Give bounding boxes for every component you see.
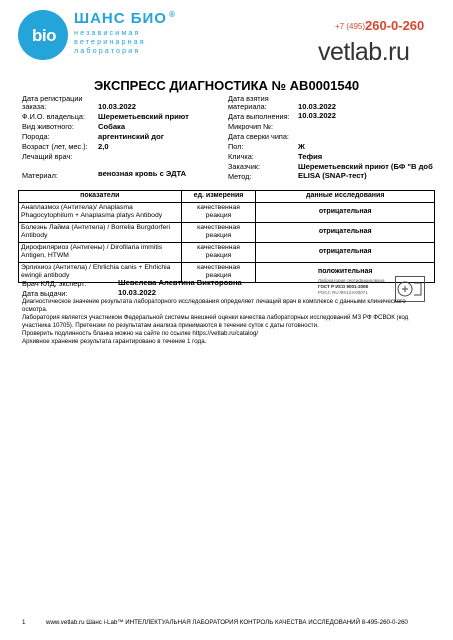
chip-date-label: Дата сверки чипа:: [228, 132, 289, 141]
logo-text: bio: [32, 26, 56, 45]
brand-line-2: ветеринарная: [74, 37, 146, 46]
phone-prefix: +7 (495): [335, 22, 366, 31]
species-value: Собака: [98, 122, 126, 131]
age-label: Возраст (лет, мес.):: [22, 142, 88, 151]
reg-label-1: Дата регистрации: [22, 94, 83, 103]
col-header-indicator: показатели: [19, 191, 182, 203]
doctor-label: Лечащий врач:: [22, 152, 73, 161]
site-url[interactable]: vetlab.ru: [318, 38, 410, 66]
done-label: Дата выполнения:: [228, 112, 290, 121]
brand-line-1: независимая: [74, 28, 141, 37]
nick-value: Тефия: [298, 152, 323, 161]
results-table: [18, 190, 435, 283]
note-3: Проверить подлинность бланка можно на сайте по ссылке https://vetlab.ru/catalog/: [22, 330, 259, 337]
cert-line-1: Лаборатория сертифицирована: [318, 278, 385, 283]
breed-value: аргентинский дог: [98, 132, 164, 141]
owner-value: Шереметьевский приют: [98, 112, 189, 121]
row-unit: качественная реакция: [181, 262, 256, 282]
row-indicator: Анаплазмоз (Антитела)/ Anaplasma Phagocytophilum + Anaplasma platys Antibody: [19, 202, 182, 222]
sex-label: Пол:: [228, 142, 244, 151]
row-indicator: Эрлихиоз (Антитела) / Ehrlichia canis + Ehrlichia ewingii antibody: [19, 262, 182, 282]
brand-name: ШАНС БИО ®: [74, 10, 176, 27]
row-result: отрицательная: [256, 202, 435, 222]
row-result: положительная: [256, 262, 435, 282]
customer-label: Заказчик:: [228, 162, 260, 171]
col-header-unit: ед. измерения: [181, 191, 256, 203]
sex-value: Ж: [298, 142, 305, 151]
row-unit: качественная реакция: [181, 242, 256, 262]
row-result: отрицательная: [256, 222, 435, 242]
issue-date-label: Дата выдачи:: [22, 289, 68, 298]
row-indicator: Болезнь Лайма (Антитела) / Borrelia Burgdorferi Antibody: [19, 222, 182, 242]
customer-value: Шереметьевский приют (БФ "В доб: [298, 162, 433, 171]
issue-date-value: 10.03.2022: [118, 288, 157, 297]
table-row: [19, 222, 435, 242]
chip-label: Микрочип №:: [228, 122, 274, 131]
page-title: ЭКСПРЕСС ДИАГНОСТИКА № АВ0001540: [93, 78, 360, 93]
method-label: Метод:: [228, 172, 252, 181]
note-4: Архивное хранение результата гарантировано в течение 1 года.: [22, 338, 207, 345]
table-row: [19, 242, 435, 262]
method-value: ELISA (SNAP-тест): [298, 171, 367, 180]
take-label-2: материала:: [228, 102, 267, 111]
owner-label: Ф.И.О. владельца:: [22, 112, 85, 121]
table-row: [19, 202, 435, 222]
row-unit: качественная реакция: [181, 202, 256, 222]
cert-line-2: ГОСТ Р ИСО 9001-2008: [318, 284, 369, 289]
col-header-result: данные исследования: [256, 191, 435, 203]
material-label: Материал:: [22, 171, 58, 180]
brand-line-3: лаборатория: [74, 46, 141, 55]
signature-label: Врач КЛД, эксперт:: [22, 279, 87, 288]
footer-text: www.vetlab.ru Шанс i-Lab™ ИНТЕЛЛЕКТУАЛЬНАЯ ЛАБОРАТОРИЯ КОНТРОЛЬ КАЧЕСТВА ИССЛЕДОВАНИЙ 8-495-260-0-260: [46, 619, 408, 626]
reg-value: 10.03.2022: [98, 102, 137, 111]
registered-mark: ®: [168, 10, 176, 19]
take-label-1: Дата взятия: [228, 94, 269, 103]
page-number: 1: [22, 619, 26, 626]
breed-label: Порода:: [22, 132, 50, 141]
species-label: Вид животного:: [22, 122, 74, 131]
row-unit: качественная реакция: [181, 222, 256, 242]
note-2: Лаборатория является участником Федеральной системы внешней оценки качества лабораторных исследований МЗ РФ ФСВОК (код участника 10705). Претензии по результатам анализа принимаются в течение суток с даты готовности.: [22, 314, 409, 329]
age-value: 2,0: [98, 142, 109, 151]
note-1: Диагностическое значение результата лабораторного исследования определяет лечащий врач в комплексе с данными клинического осмотра.: [22, 298, 406, 313]
phone-number[interactable]: 260-0-260: [365, 18, 425, 33]
done-value: 10.03.2022: [298, 111, 337, 120]
nick-label: Кличка:: [228, 152, 254, 161]
row-indicator: Дирофиляриоз (Антигены) / Dirofilaria immitis Antigen, HTWM: [19, 242, 182, 262]
take-value: 10.03.2022: [298, 102, 337, 111]
material-value: венозная кровь с ЭДТА: [98, 169, 187, 178]
signature-value: Шевелева Алевтина Викторовна: [118, 278, 242, 287]
row-result: отрицательная: [256, 242, 435, 262]
table-header-row: [19, 191, 435, 203]
cert-line-3: РОСС RU.ФК13.K00071: [318, 290, 368, 295]
reg-label-2: заказа:: [22, 102, 47, 111]
